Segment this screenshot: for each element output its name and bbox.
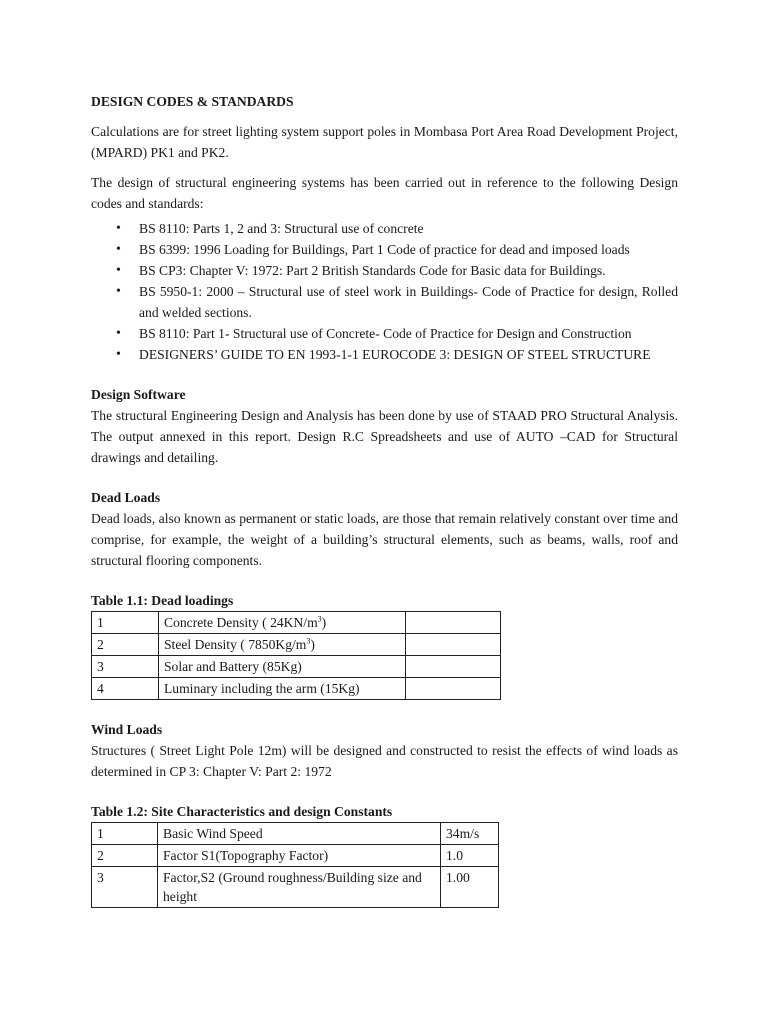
row-value [406, 656, 501, 678]
page-content [91, 91, 678, 908]
table-row [92, 634, 501, 656]
list-item: • BS 8110: Parts 1, 2 and 3: Structural use of concrete [91, 218, 678, 239]
dead-loads-paragraph: Dead loads, also known as permanent or static loads, are those that remain relatively constant over time and comprise, for example, the weight of a building’s structural elements, such as beams, walls, roof and structural flooring components. [91, 511, 678, 568]
row-number: 3 [92, 656, 159, 678]
row-number: 1 [92, 612, 159, 634]
item-text: Steel Density ( 7850Kg/m [164, 637, 307, 652]
row-value: 1.0 [441, 845, 499, 867]
list-item: • BS CP3: Chapter V: 1972: Part 2 British Standards Code for Basic data for Buildings. [91, 260, 678, 281]
page-title: DESIGN CODES & STANDARDS [91, 94, 294, 109]
row-number: 4 [92, 678, 159, 700]
row-item: Factor S1(Topography Factor) [158, 845, 441, 867]
item-tail: ) [310, 637, 315, 652]
superscript: 3 [306, 636, 311, 646]
list-item: • BS 8110: Part 1- Structural use of Concrete- Code of Practice for Design and Construction [91, 323, 678, 344]
row-item [159, 634, 406, 656]
row-number: 2 [92, 845, 158, 867]
site-characteristics-table [91, 822, 499, 908]
row-value: 1.00 [441, 867, 499, 908]
table-row [92, 656, 501, 678]
row-value [406, 634, 501, 656]
row-value [406, 678, 501, 700]
row-item: Basic Wind Speed [158, 823, 441, 845]
item-text: Concrete Density ( 24KN/m [164, 615, 318, 630]
wind-loads-paragraph: Structures ( Street Light Pole 12m) will be designed and constructed to resist the effects of wind loads as determined in CP 3: Chapter V: Part 2: 1972 [91, 743, 678, 779]
row-item: Luminary including the arm (15Kg) [159, 678, 406, 700]
codes-list [91, 218, 678, 365]
row-number: 2 [92, 634, 159, 656]
row-item: Solar and Battery (85Kg) [159, 656, 406, 678]
table-row [92, 867, 499, 908]
row-item [159, 612, 406, 634]
row-number: 3 [92, 867, 158, 908]
row-value: 34m/s [441, 823, 499, 845]
table-row [92, 823, 499, 845]
item-tail: ) [321, 615, 327, 630]
codes-paragraph: The design of structural engineering systems has been carried out in reference to the following Design codes and standards: [91, 175, 678, 211]
row-number: 1 [92, 823, 158, 845]
wind-loads-heading: Wind Loads [91, 722, 163, 737]
table2-caption: Table 1.2: Site Characteristics and design Constants [91, 804, 393, 819]
row-value [406, 612, 501, 634]
table-row [92, 678, 501, 700]
table-row [92, 845, 499, 867]
list-item: • DESIGNERS’ GUIDE TO EN 1993-1-1 EUROCODE 3: DESIGN OF STEEL STRUCTURE [91, 344, 678, 365]
list-item: • BS 6399: 1996 Loading for Buildings, Part 1 Code of practice for dead and imposed loads [91, 239, 678, 260]
dead-loadings-table [91, 611, 501, 700]
list-item: • BS 5950-1: 2000 – Structural use of steel work in Buildings- Code of Practice for design, Rolled and welded sections. [91, 281, 678, 323]
table1-caption: Table 1.1: Dead loadings [91, 593, 234, 608]
software-heading: Design Software [91, 387, 186, 402]
intro-paragraph: Calculations are for street lighting system support poles in Mombasa Port Area Road Development Project, (MPARD) PK1 and PK2. [91, 124, 678, 160]
row-item: Factor,S2 (Ground roughness/Building size and height [158, 867, 441, 908]
table-row [92, 612, 501, 634]
software-paragraph: The structural Engineering Design and Analysis has been done by use of STAAD PRO Structural Analysis. The output annexed in this report. Design R.C Spreadsheets and use of AUTO –CAD for Structural drawings and detailing. [91, 408, 678, 465]
dead-loads-heading: Dead Loads [91, 490, 161, 505]
superscript: 3 [317, 614, 322, 624]
